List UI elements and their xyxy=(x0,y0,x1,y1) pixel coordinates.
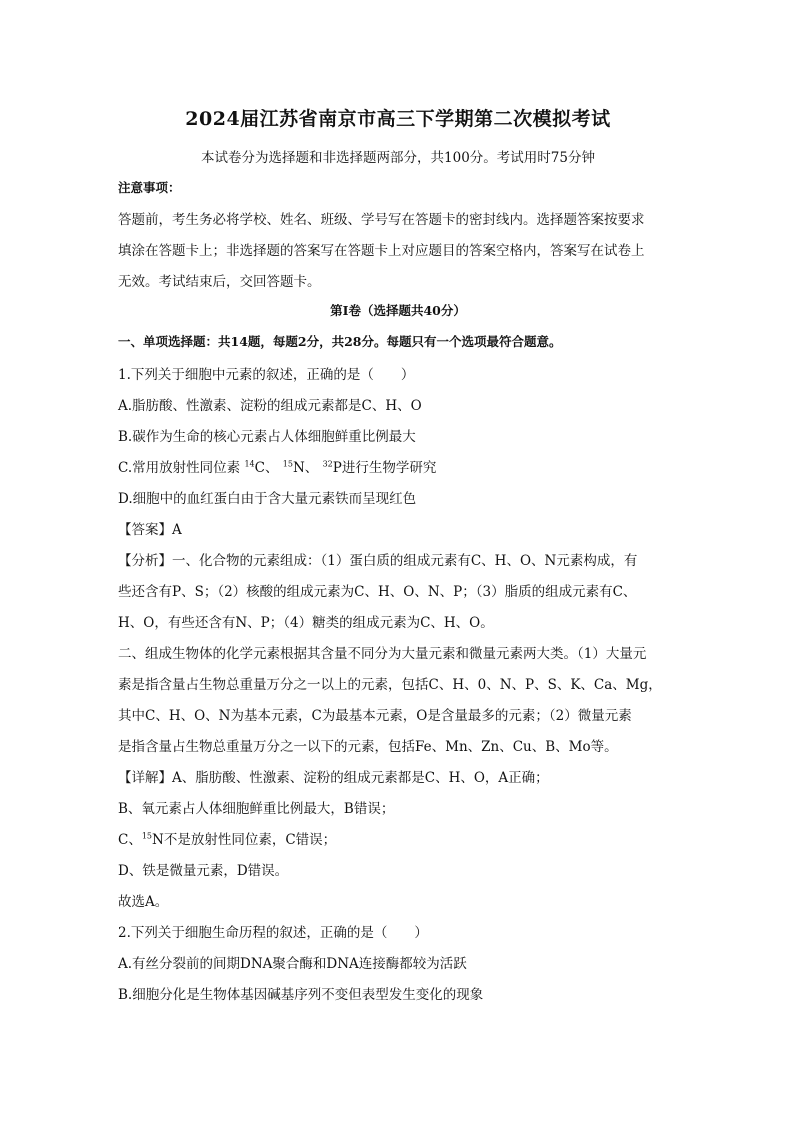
option-c-text: C.常用放射性同位素 xyxy=(118,460,241,476)
detail-line: D、铁是微量元素，D错误。 xyxy=(118,863,289,879)
section-instruction: 一、单项选择题：共14题，每题2分，共28分。每题只有一个选项最符合题意。 xyxy=(118,334,562,349)
isotope-superscript: 14 xyxy=(244,459,255,469)
detail-text: N不是放射性同位素，C错误； xyxy=(152,832,337,848)
question-2-option-b: B.细胞分化是生物体基因碱基序列不变但表型发生变化的现象 xyxy=(118,987,484,1003)
analysis-line: 【分析】一、化合物的元素组成：（1）蛋白质的组成元素有C、H、O、N元素构成，有 xyxy=(118,553,638,569)
detail-line: 【详解】A、脂肪酸、性激素、淀粉的组成元素都是C、H、O，A正确； xyxy=(118,770,549,786)
analysis-line: 些还含有P、S；（2）核酸的组成元素为C、H、O、N、P；（3）脂质的组成元素有C、 xyxy=(118,584,637,600)
question-1-stem: 1.下列关于细胞中元素的叙述，正确的是（ ） xyxy=(118,367,415,383)
conclusion-line: 故选A。 xyxy=(118,894,169,910)
option-c-text: N、 xyxy=(292,460,319,476)
isotope-superscript: 15 xyxy=(141,831,153,841)
question-1-option-d: D.细胞中的血红蛋白由于含大量元素铁而呈现红色 xyxy=(118,491,417,507)
option-c-text: P进行生物学研究 xyxy=(332,460,437,476)
isotope-superscript: 32 xyxy=(322,459,333,469)
analysis-line: 其中C、H、O、N为基本元素，C为最基本元素，O是含量最多的元素；（2）微量元素 xyxy=(118,708,632,724)
notice-line: 无效。考试结束后，交回答题卡。 xyxy=(118,274,321,290)
notice-line: 填涂在答题卡上；非选择题的答案写在答题卡上对应题目的答案空格内，答案写在试卷上 xyxy=(118,243,645,259)
option-c-text: C、 xyxy=(254,460,279,476)
question-1-option-b: B.碳作为生命的核心元素占人体细胞鲜重比例最大 xyxy=(118,429,416,445)
question-1-option-c xyxy=(118,456,436,476)
detail-line: B、氧元素占人体细胞鲜重比例最大，B错误； xyxy=(118,801,395,817)
isotope-superscript: 15 xyxy=(282,459,293,469)
question-1-option-a: A.脂肪酸、性激素、淀粉的组成元素都是C、H、O xyxy=(118,398,422,414)
exam-title: 2024届江苏省南京市高三下学期第二次模拟考试 xyxy=(185,108,611,130)
notice-line: 答题前，考生务必将学校、姓名、班级、学号写在答题卡的密封线内。选择题答案按要求 xyxy=(118,212,645,228)
exam-subtitle: 本试卷分为选择题和非选择题两部分，共100分。考试用时75分钟 xyxy=(201,150,595,166)
question-2-stem: 2.下列关于细胞生命历程的叙述，正确的是（ ） xyxy=(118,925,428,941)
detail-line xyxy=(118,828,336,848)
notice-heading: 注意事项： xyxy=(118,180,181,195)
analysis-line: 素是指含量占生物总重量万分之一以上的元素，包括C、H、0、N、P、S、K、Ca、Mg， xyxy=(118,677,662,693)
analysis-line: 二、组成生物体的化学元素根据其含量不同分为大量元素和微量元素两大类。（1）大量元 xyxy=(118,646,647,662)
analysis-line: H、O，有些还含有N、P；（4）糖类的组成元素为C、H、O。 xyxy=(118,615,494,631)
analysis-line: 是指含量占生物总重量万分之一以下的元素，包括Fe、Mn、Zn、Cu、B、Mo等。 xyxy=(118,739,618,755)
question-2-option-a: A.有丝分裂前的间期DNA聚合酶和DNA连接酶都较为活跃 xyxy=(118,956,467,972)
answer-line: 【答案】A xyxy=(118,522,182,538)
detail-text: C、 xyxy=(118,832,142,848)
section-title: 第Ⅰ卷（选择题共40分） xyxy=(330,303,466,318)
